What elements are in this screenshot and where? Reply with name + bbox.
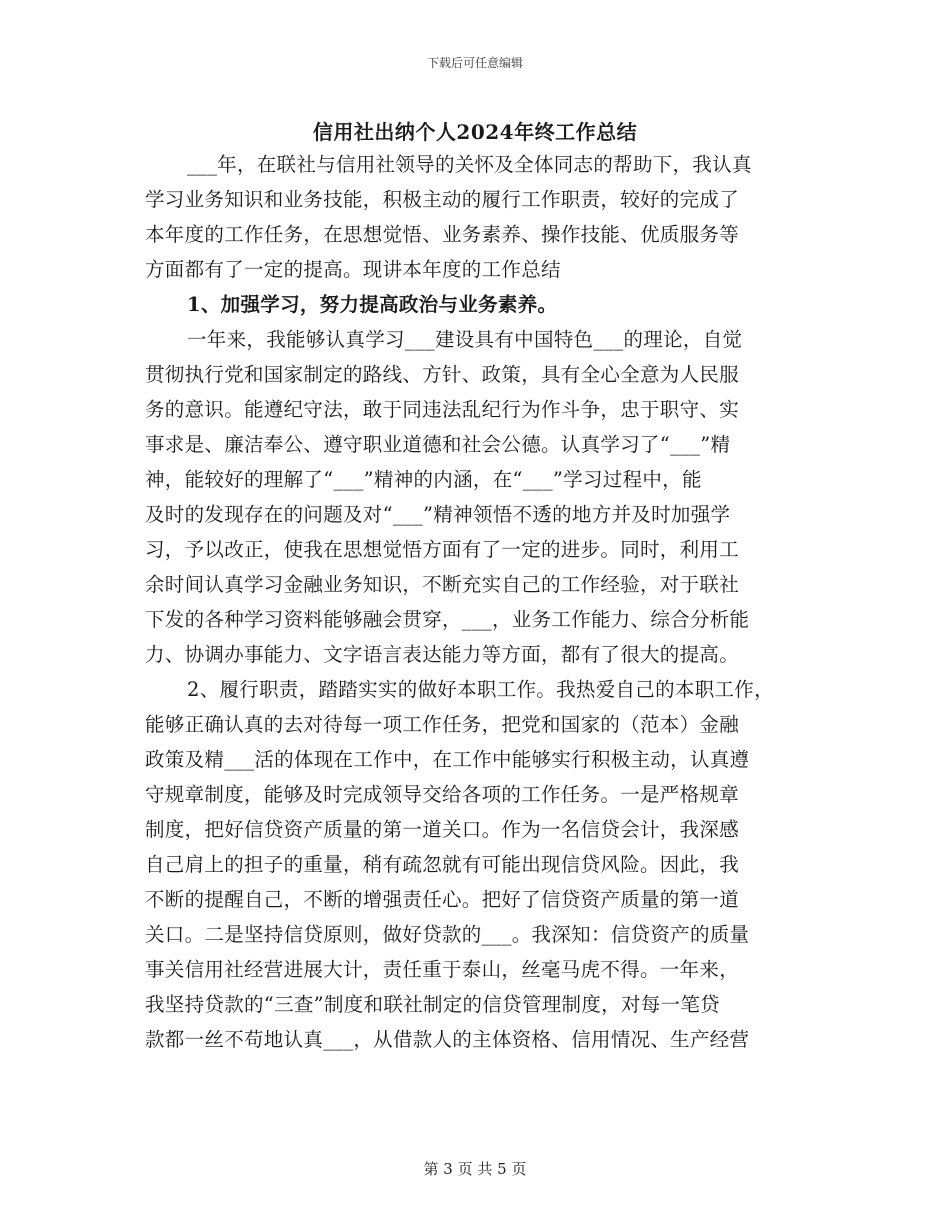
paragraph-line: 学习业务知识和业务技能，积极主动的履行工作职责，较好的完成了	[145, 188, 740, 211]
paragraph-line: 守规章制度，能够及时完成领导交给各项的工作任务。一是严格规章	[145, 783, 740, 806]
paragraph-line: 款都一丝不苟地认真___，从借款人的主体资格、信用情况、生产经营	[145, 1028, 750, 1051]
paragraph-line: 一年来，我能够认真学习___建设具有中国特色___的理论，自觉	[187, 328, 743, 351]
page-number: 第 3 页 共 5 页	[423, 1160, 527, 1178]
paragraph-line: 神，能较好的理解了“___”精神的内涵，在“___”学习过程中，能	[145, 468, 702, 491]
paragraph-line: 政策及精___活的体现在工作中，在工作中能够实行积极主动，认真遵	[145, 748, 750, 771]
paragraph-line: 制度，把好信贷资产质量的第一道关口。作为一名信贷会计，我深感	[145, 818, 740, 841]
paragraph-line: 能够正确认真的去对待每一项工作任务，把党和国家的（范本）金融	[145, 713, 740, 736]
paragraph-line: 事求是、廉洁奉公、遵守职业道德和社会公德。认真学习了“___”精	[145, 433, 731, 456]
paragraph-line: 习，予以改正，使我在思想觉悟方面有了一定的进步。同时，利用工	[145, 538, 740, 561]
paragraph-line: ___年，在联社与信用社领导的关怀及全体同志的帮助下，我认真	[187, 153, 752, 176]
paragraph-line: 2、履行职责，踏踏实实的做好本职工作。我热爱自己的本职工作，	[187, 678, 774, 701]
paragraph-line: 本年度的工作任务，在思想觉悟、业务素养、操作技能、优质服务等	[145, 223, 740, 246]
paragraph-line: 事关信用社经营进展大计，责任重于泰山，丝毫马虎不得。一年来，	[145, 958, 740, 981]
paragraph-line: 务的意识。能遵纪守法，敢于同违法乱纪行为作斗争，忠于职守、实	[145, 398, 740, 421]
paragraph-line: 下发的各种学习资料能够融会贯穿，___，业务工作能力、综合分析能	[145, 608, 750, 631]
paragraph-line: 余时间认真学习金融业务知识，不断充实自己的工作经验，对于联社	[145, 573, 740, 596]
document-body	[145, 147, 815, 1057]
paragraph-line: 关口。二是坚持信贷原则，做好贷款的___。我深知：信贷资产的质量	[145, 923, 750, 946]
section-heading-line: 1、加强学习，努力提高政治与业务素养。	[187, 293, 558, 316]
paragraph-line: 贯彻执行党和国家制定的路线、方针、政策，具有全心全意为人民服	[145, 363, 740, 386]
paragraph-line: 不断的提醒自己，不断的增强责任心。把好了信贷资产质量的第一道	[145, 888, 740, 911]
header-note: 下载后可任意编辑	[426, 56, 523, 70]
paragraph-line: 我坚持贷款的“三查”制度和联社制定的信贷管理制度，对每一笔贷	[145, 993, 720, 1016]
paragraph-line: 自己肩上的担子的重量，稍有疏忽就有可能出现信贷风险。因此，我	[145, 853, 740, 876]
paragraph-line: 及时的发现存在的问题及对“___”精神领悟不透的地方并及时加强学	[145, 503, 731, 526]
paragraph-line: 力、协调办事能力、文字语言表达能力等方面，都有了很大的提高。	[145, 643, 740, 666]
document-title: 信用社出纳个人2024年终工作总结	[312, 120, 638, 144]
paragraph-line: 方面都有了一定的提高。现讲本年度的工作总结	[145, 258, 561, 281]
